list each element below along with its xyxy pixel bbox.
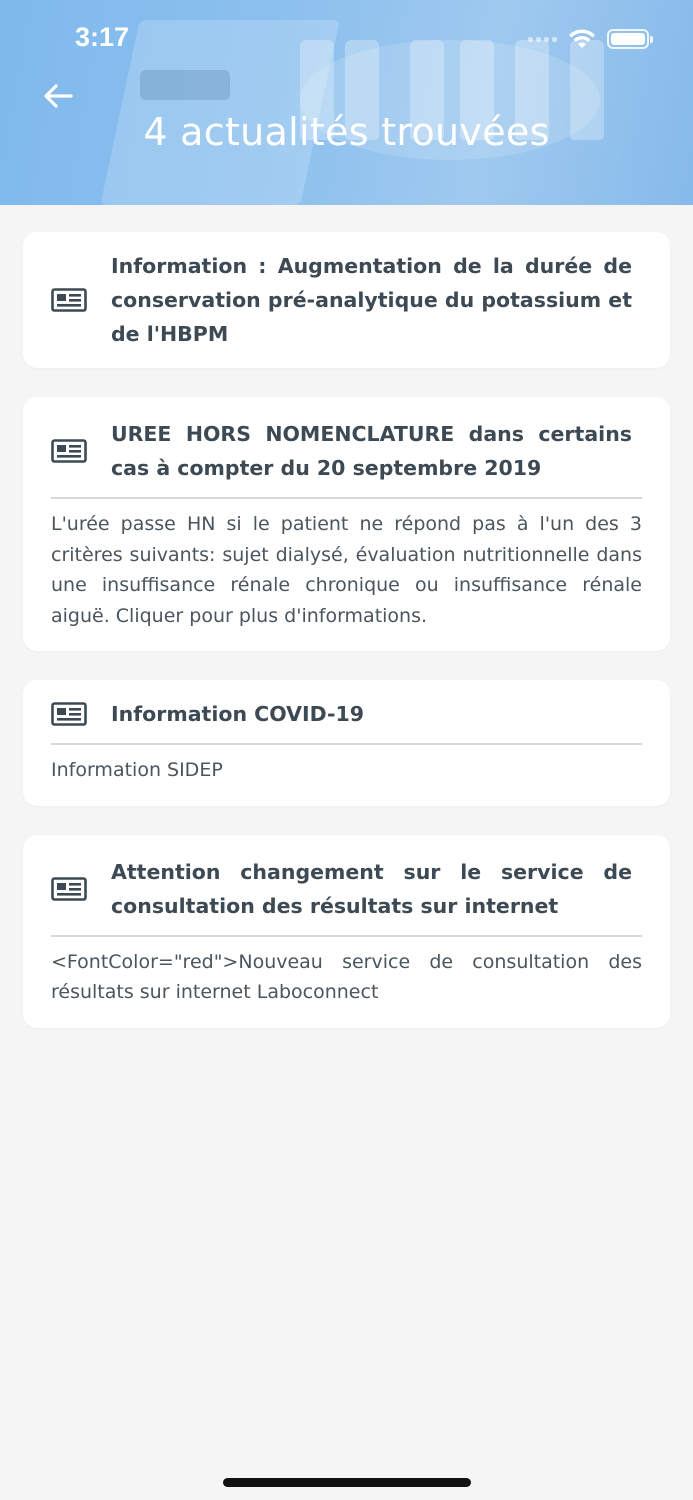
news-card[interactable] xyxy=(23,232,670,368)
news-summary: <FontColor="red">Nouveau service de consultation des résultats sur internet Laboconnect xyxy=(51,950,642,1003)
home-indicator[interactable] xyxy=(223,1478,471,1487)
header-background-decoration xyxy=(140,70,230,100)
news-summary: Information SIDEP xyxy=(51,759,223,781)
news-list xyxy=(23,232,670,1057)
wifi-icon xyxy=(567,28,597,50)
header-banner xyxy=(0,0,693,205)
battery-icon xyxy=(607,29,649,49)
divider xyxy=(51,935,642,937)
news-title: UREE HORS NOMENCLATURE dans certains cas à compter du 20 septembre 2019 xyxy=(111,422,632,480)
newspaper-icon xyxy=(51,439,87,463)
news-summary: L'urée passe HN si le patient ne répond pas à l'un des 3 critères suivants: sujet dialysé, évaluation nutritionnelle dans une insuffisance rénale chronique ou insuffisance rénale aiguë. Cliquer pour plus d'informations. xyxy=(51,513,642,627)
newspaper-icon xyxy=(51,288,87,312)
arrow-left-icon xyxy=(43,83,73,109)
divider xyxy=(51,497,642,499)
news-card[interactable] xyxy=(23,397,670,651)
news-card[interactable] xyxy=(23,680,670,806)
newspaper-icon xyxy=(51,702,87,726)
divider xyxy=(51,743,642,745)
status-icons xyxy=(528,28,649,50)
newspaper-icon xyxy=(51,877,87,901)
news-title: Information COVID-19 xyxy=(111,702,365,726)
news-title: Information : Augmentation de la durée de conservation pré-analytique du potassium et de l'HBPM xyxy=(111,254,632,346)
status-time: 3:17 xyxy=(75,22,130,52)
news-card[interactable] xyxy=(23,835,670,1028)
news-title: Attention changement sur le service de consultation des résultats sur internet xyxy=(111,859,632,918)
cellular-signal-icon xyxy=(528,37,557,42)
page-title: 4 actualités trouvées xyxy=(143,110,550,154)
